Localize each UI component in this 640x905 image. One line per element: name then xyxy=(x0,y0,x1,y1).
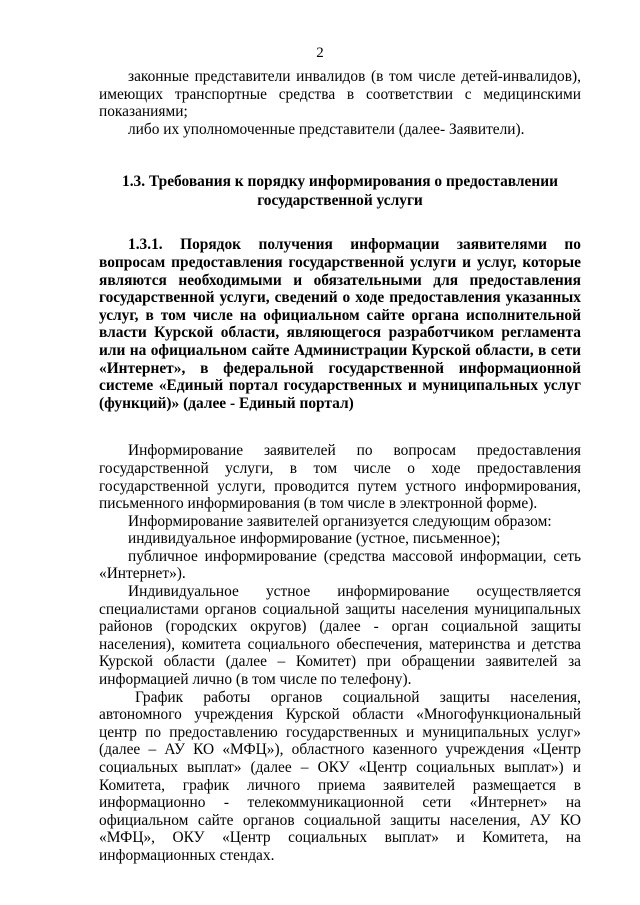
paragraph-oral-informing: Индивидуальное устное информирование осуществляется специалистами органов социальной защиты населения муниципальных районов (городских округов) (далее - орган социальной защиты населения), комитета социального обеспечения, материнства и детства Курской области (далее – Комитет) при обращении заявителей за информацией лично (в том числе по телефону). xyxy=(99,583,581,689)
paragraph-individual-informing: индивидуальное информирование (устное, письменное); xyxy=(128,530,501,548)
paragraph-informing-organized: Информирование заявителей организуется следующим образом: xyxy=(128,512,552,530)
paragraph-authorized-representatives: либо их уполномоченные представители (далее- Заявители). xyxy=(128,120,525,138)
subsection-1-3-1: 1.3.1. Порядок получения информации заявителями по вопросам предоставления государственной услуги и услуг, которые являются необходимыми и обязательными для предоставления государственной услуги, сведений о ходе предоставления указанных услуг, в том числе на официальном сайте органа исполнительной власти Курской области, являющегося разработчиком регламента или на официальном сайте Администрации Курской области, в сети «Интернет», в федеральной государственной информационной системе «Единый портал государственных и муниципальных услуг (функций)» (далее - Единый портал) xyxy=(99,236,581,412)
section-heading-line2: государственной услуги xyxy=(257,192,423,210)
paragraph-legal-representatives: законные представители инвалидов (в том числе детей-инвалидов), имеющих транспортные средства в соответствии с медицинскими показаниями; xyxy=(99,68,581,121)
section-heading xyxy=(99,172,581,210)
page-number: 2 xyxy=(316,45,324,61)
paragraph-public-informing: публичное информирование (средства массовой информации, сеть «Интернет»). xyxy=(99,547,581,583)
document-body xyxy=(99,68,581,865)
section-heading-line1: 1.3. Требования к порядку информирования о предоставлении xyxy=(122,173,558,191)
paragraph-work-schedule: График работы органов социальной защиты населения, автономного учреждения Курской области «Многофункциональный центр по предоставлению государственных и муниципальных услуг» (далее – АУ КО «МФЦ»), областного казенного учреждения «Центр социальных выплат» (далее – ОКУ «Центр социальных выплат») и Комитета, график личного приема заявителей размещается в информационно - телекоммуникационной сети «Интернет» на официальном сайте органов социальной защиты населения, АУ КО «МФЦ», ОКУ «Центр социальных выплат» и Комитета, на информационных стендах. xyxy=(99,688,581,864)
paragraph-informing: Информирование заявителей по вопросам предоставления государственной услуги, в том числе о ходе предоставления государственной услуги, проводится путем устного информирования, письменного информирования (в том числе в электронной форме). xyxy=(99,442,581,513)
